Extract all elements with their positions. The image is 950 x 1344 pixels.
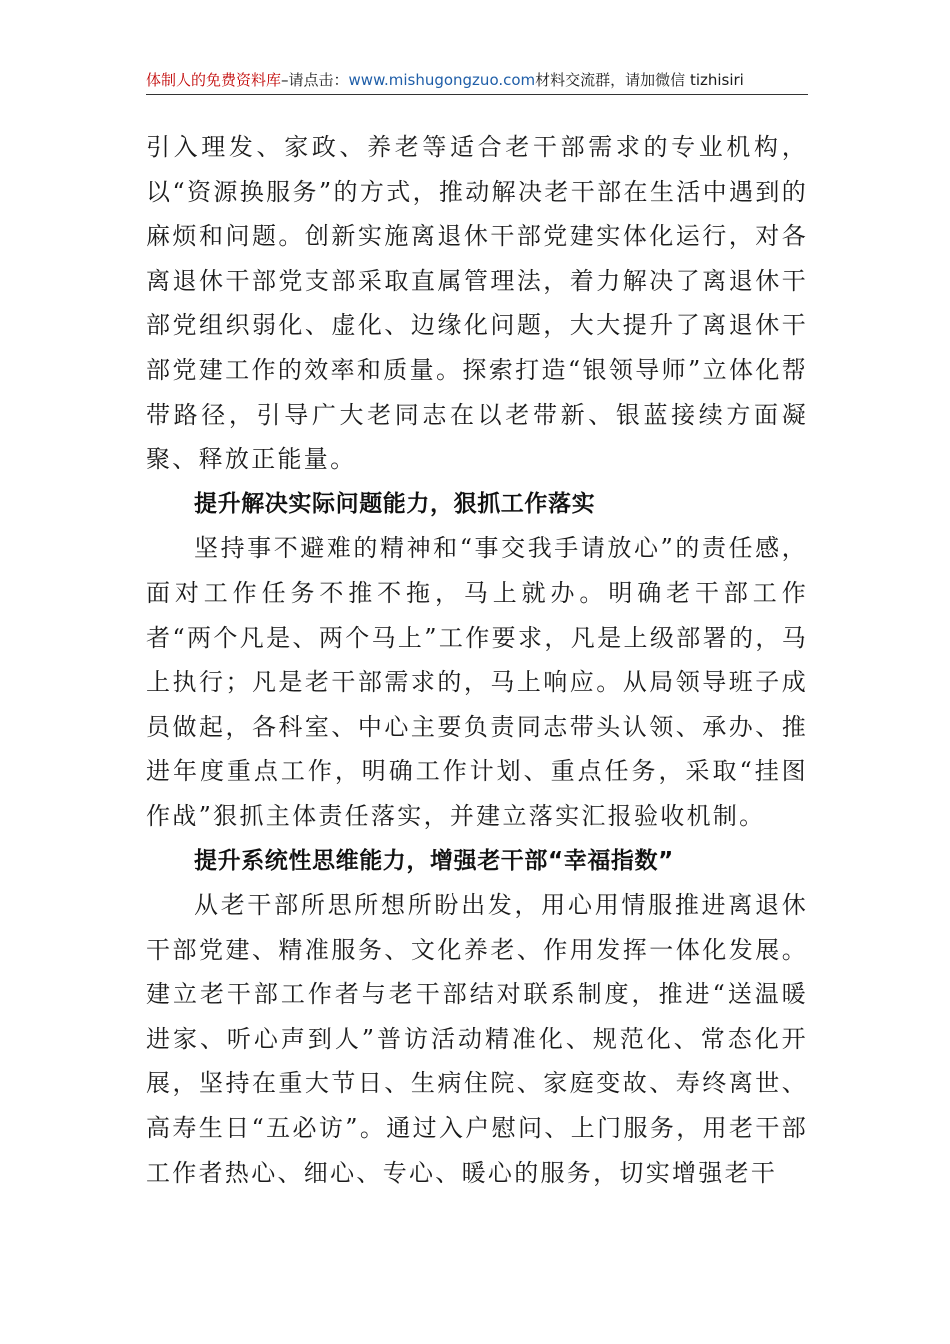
body-paragraph: 坚持事不避难的精神和“事交我手请放心”的责任感，面对工作任务不推不拖，马上就办。明确老干部工作者“两个凡是、两个马上”工作要求，凡是上级部署的，马上执行；凡是老干部需求的，马上响应。从局领导班子成员做起，各科室、中心主要负责同志带头认领、承办、推进年度重点工作，明确工作计划、重点任务，采取“挂图作战”狠抓主体责任落实，并建立落实汇报验收机制。 — [146, 534, 808, 830]
header-wechat-note: 材料交流群，请加微信 tizhisiri — [535, 71, 744, 89]
section-heading: 提升解决实际问题能力，狠抓工作落实 — [194, 490, 596, 517]
body-paragraph: 引入理发、家政、养老等适合老干部需求的专业机构，以“资源换服务”的方式，推动解决老干部在生活中遇到的麻烦和问题。创新实施离退休干部党建实体化运行，对各离退休干部党支部采取直属管理法，着力解决了离退休干部党组织弱化、虚化、边缘化问题，大大提升了离退休干部党建工作的效率和质量。探索打造“银领导师”立体化帮带路径，引导广大老同志在以老带新、银蓝接续方面凝聚、释放正能量。 — [146, 133, 808, 474]
section-heading: 提升系统性思维能力，增强老干部“幸福指数” — [194, 847, 674, 874]
header-divider — [146, 94, 808, 95]
header-prompt: –请点击： — [281, 71, 349, 89]
header-url-link[interactable]: www.mishugongzuo.com — [348, 71, 536, 89]
page-header — [146, 70, 808, 90]
body-paragraph: 从老干部所思所想所盼出发，用心用情服推进离退休干部党建、精准服务、文化养老、作用发挥一体化发展。建立老干部工作者与老干部结对联系制度，推进“送温暖进家、听心声到人”普访活动精准化、规范化、常态化开展，坚持在重大节日、生病住院、家庭变故、寿终离世、高寿生日“五必访”。通过入户慰问、上门服务，用老干部工作者热心、细心、专心、暖心的服务，切实增强老干 — [146, 891, 808, 1187]
header-site-name: 体制人的免费资料库 — [146, 71, 282, 89]
document-body — [146, 125, 808, 1195]
